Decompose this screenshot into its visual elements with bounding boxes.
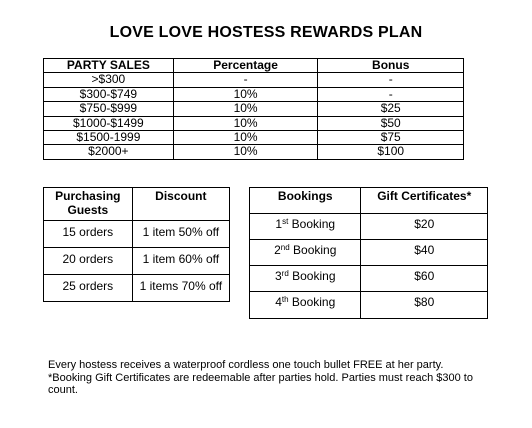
sales-range-cell: $2000+ [44, 145, 174, 159]
percentage-cell: 10% [173, 102, 318, 116]
discount-cell: 1 items 70% off [132, 275, 229, 302]
booking-cell [250, 266, 361, 292]
booking-label: Booking [288, 269, 336, 283]
bonus-cell: $75 [318, 130, 464, 144]
orders-cell: 25 orders [44, 275, 133, 302]
table-row [44, 116, 464, 130]
booking-number: 1 [275, 217, 283, 231]
bookings-table [249, 187, 488, 319]
sales-range-cell: $300-$749 [44, 87, 174, 101]
table-row [250, 292, 488, 319]
booking-number: 4 [275, 295, 282, 309]
booking-number: 3 [274, 269, 282, 283]
table-row [44, 145, 464, 159]
booking-cell [250, 214, 361, 240]
header-gift-certificates: Gift Certificates* [361, 188, 488, 214]
bonus-cell: $50 [318, 116, 464, 130]
sales-range-cell: $1000-$1499 [44, 116, 174, 130]
table-row [44, 275, 230, 302]
table-header-row [44, 59, 464, 73]
page-title: LOVE LOVE HOSTESS REWARDS PLAN [109, 24, 423, 41]
orders-cell: 20 orders [44, 248, 133, 275]
table-row [44, 102, 464, 116]
gift-certificate-cell: $40 [361, 240, 488, 266]
header-party-sales: PARTY SALES [44, 59, 174, 73]
booking-number: 2 [274, 243, 281, 257]
table-header-row [44, 188, 230, 221]
header-bookings: Bookings [250, 188, 361, 214]
gift-certificate-cell: $60 [361, 266, 488, 292]
booking-cell [250, 240, 361, 266]
header-discount: Discount [132, 188, 229, 221]
sales-range-cell: $1500-1999 [44, 130, 174, 144]
gift-certificate-cell: $80 [361, 292, 488, 319]
discount-cell: 1 item 50% off [132, 221, 229, 248]
header-bonus: Bonus [318, 59, 464, 73]
bonus-cell: - [318, 87, 464, 101]
ordinal-suffix: th [281, 295, 289, 304]
header-percentage: Percentage [173, 59, 318, 73]
gift-certificate-cell: $20 [361, 214, 488, 240]
percentage-cell: 10% [173, 116, 318, 130]
booking-label: Booking [288, 217, 336, 231]
bonus-cell: $25 [318, 102, 464, 116]
table-row [250, 214, 488, 240]
orders-cell: 15 orders [44, 221, 133, 248]
discount-cell: 1 item 60% off [132, 248, 229, 275]
table-row [44, 73, 464, 87]
sales-range-cell: $750-$999 [44, 102, 174, 116]
booking-cell [250, 292, 361, 319]
footnotes [48, 359, 488, 397]
header-purchasing-guests: Purchasing Guests [44, 188, 133, 221]
percentage-cell: - [173, 73, 318, 87]
ordinal-suffix: rd [281, 269, 289, 278]
purchasing-guests-table [43, 187, 230, 302]
percentage-cell: 10% [173, 87, 318, 101]
table-row [44, 248, 230, 275]
free-gift-note: Every hostess receives a waterproof cordless one touch bullet FREE at her party. [48, 359, 444, 371]
sales-range-cell: >$300 [44, 73, 174, 87]
table-row [44, 87, 464, 101]
ordinal-suffix: st [282, 217, 289, 226]
gift-certificate-note: *Booking Gift Certificates are redeemable after parties hold. Parties must reach $300 to count. [48, 371, 473, 396]
table-row [44, 221, 230, 248]
table-header-row [250, 188, 488, 214]
booking-label: Booking [289, 243, 337, 257]
booking-label: Booking [288, 295, 336, 309]
table-row [250, 240, 488, 266]
bonus-cell: - [318, 73, 464, 87]
table-row [44, 130, 464, 144]
table-row [250, 266, 488, 292]
percentage-cell: 10% [173, 145, 318, 159]
bonus-cell: $100 [318, 145, 464, 159]
percentage-cell: 10% [173, 130, 318, 144]
party-sales-table [43, 58, 464, 160]
ordinal-suffix: nd [280, 243, 290, 252]
